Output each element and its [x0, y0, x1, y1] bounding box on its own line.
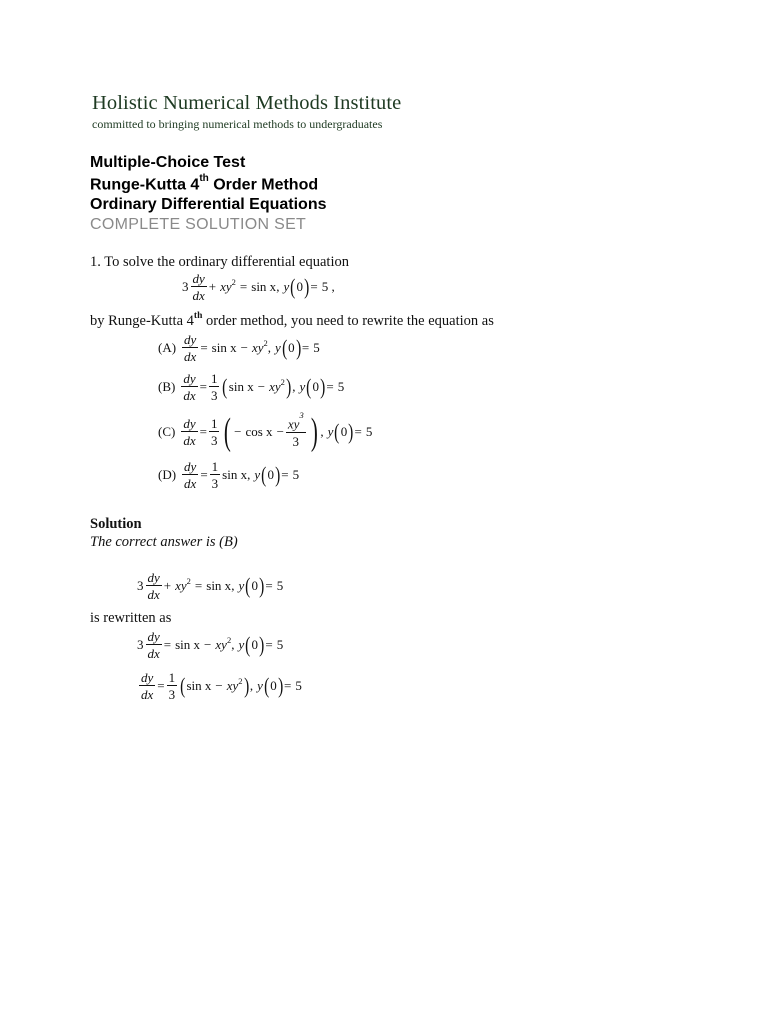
question-intro: 1. To solve the ordinary differential equation — [90, 254, 349, 270]
institute-name: Holistic Numerical Methods Institute — [92, 92, 402, 114]
question-lead: by Runge-Kutta 4th order method, you need to rewrite the equation as — [90, 311, 494, 329]
option-c[interactable]: (C) $\frac{dy}{dx}$ = $\frac{1}{3}$ ( − cos x − $\frac{xy^3}{3}$ ) , y ( 0 ) = 5 — [158, 410, 373, 453]
solution-eq2: 3 $\frac{dy}{dx}$ = sin x − xy $^2$ , y ( 0 ) = 5 — [137, 629, 284, 661]
solution-eq3: $\frac{dy}{dx}$ = $\frac{1}{3}$ ( sin x − xy $^2$ ) , y ( 0 ) = 5 — [141, 670, 302, 702]
institute-tagline: committed to bringing numerical methods to undergraduates — [92, 117, 383, 131]
question-equation: 3 $\frac{dy}{dx}$ + xy $^2$ = sin x , y ( 0 ) = 5 , — [182, 271, 335, 303]
title-test: Multiple-Choice Test — [90, 154, 246, 171]
option-b[interactable]: (B) $\frac{dy}{dx}$ = $\frac{1}{3}$ ( sin x − xy $^2$ ) , y ( 0 ) = 5 — [158, 371, 345, 403]
solution-heading: Solution — [90, 516, 142, 532]
solution-eq1: 3 $\frac{dy}{dx}$ + xy $^2$ = sin x , y ( 0 ) = 5 — [137, 570, 284, 602]
rewritten-label: is rewritten as — [90, 610, 172, 626]
title-solution-set: COMPLETE SOLUTION SET — [90, 216, 307, 233]
option-d[interactable]: (D) $\frac{dy}{dx}$ = $\frac{1}{3}$ sin x , y ( 0 ) = 5 — [158, 459, 300, 491]
title-method: Runge-Kutta 4th Order Method — [90, 173, 319, 194]
title-topic: Ordinary Differential Equations — [90, 196, 327, 213]
solution-answer: The correct answer is (B) — [90, 534, 238, 550]
option-a[interactable]: (A) $\frac{dy}{dx}$ = sin x − xy $^2$ , y ( 0 ) = 5 — [158, 332, 320, 364]
